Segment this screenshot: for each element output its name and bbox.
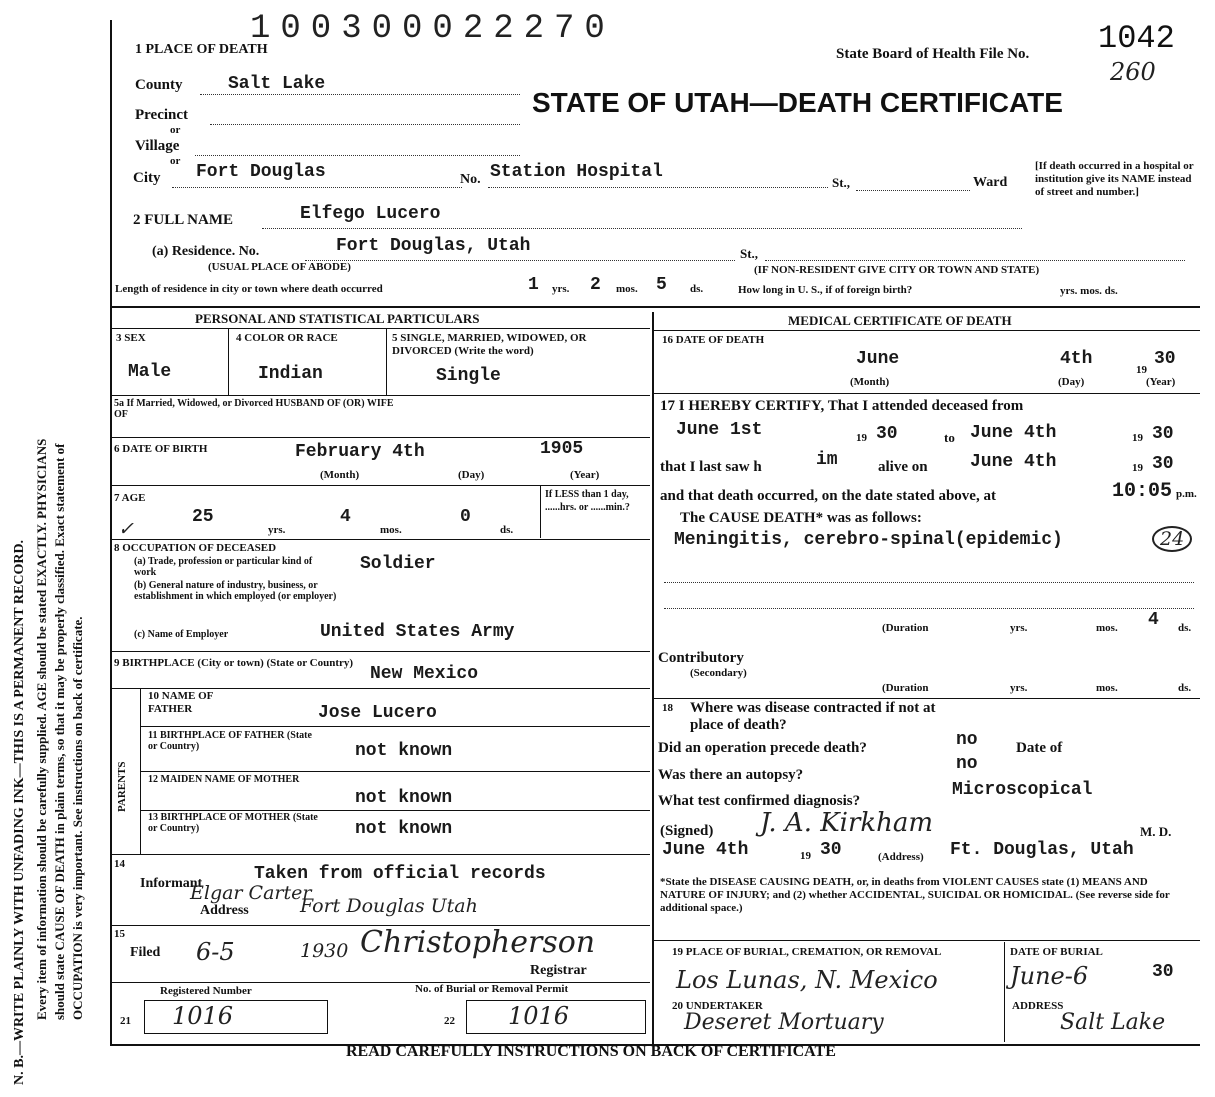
village-label: Village bbox=[135, 138, 180, 154]
birthplace-value: New Mexico bbox=[370, 664, 479, 684]
informant-typed: Taken from official records bbox=[254, 864, 546, 884]
city-label: City bbox=[133, 170, 161, 186]
certificate-title: STATE OF UTAH—DEATH CERTIFICATE bbox=[532, 87, 1063, 118]
death-year: 30 bbox=[1154, 349, 1176, 369]
center-divider bbox=[652, 312, 654, 1045]
filed-date: 6-5 bbox=[196, 938, 235, 966]
attended-from: June 1st bbox=[676, 420, 763, 440]
age-days: 0 bbox=[460, 507, 471, 527]
county-value: Salt Lake bbox=[228, 74, 326, 94]
precinct-label: Precinct bbox=[135, 107, 189, 123]
employer-value: United States Army bbox=[320, 622, 515, 642]
file-number: 1042 bbox=[1098, 20, 1175, 57]
filed-year: 1930 bbox=[300, 940, 349, 962]
registrar-signature: Christopherson bbox=[360, 925, 596, 960]
father-birthplace-value: not known bbox=[355, 741, 453, 761]
age-months: 4 bbox=[340, 507, 351, 527]
last-seen-date: June 4th bbox=[970, 452, 1057, 472]
file-number-2: 260 bbox=[1110, 58, 1156, 86]
father-value: Jose Lucero bbox=[318, 703, 437, 723]
cause-footnote: *State the DISEASE CAUSING DEATH, or, in deaths from VIOLENT CAUSES state (1) MEANS AND NATURE OF INJURY; and (2) whether ACCIDENTAL, SUICIDAL OR HOMICIDAL. (See reverse side for additional space.) bbox=[660, 876, 1170, 914]
burial-permit-number: 1016 bbox=[508, 1002, 570, 1030]
county-label: County bbox=[135, 77, 183, 93]
serial-number: 100300022270 bbox=[250, 10, 615, 48]
file-number-label: State Board of Health File No. bbox=[836, 46, 1030, 62]
registered-number: 1016 bbox=[172, 1002, 234, 1030]
death-time: 10:05 bbox=[1112, 480, 1173, 503]
undertaker-address: Salt Lake bbox=[1060, 1010, 1166, 1035]
cause-of-death: Meningitis, cerebro-spinal(epidemic) bbox=[674, 530, 1063, 550]
autopsy-value: no bbox=[956, 754, 978, 774]
sex-value: Male bbox=[128, 362, 172, 382]
death-day: 4th bbox=[1060, 349, 1093, 369]
side-note-3: should state CAUSE OF DEATH in plain terms, so that it may be properly classified. Exact statement of bbox=[52, 443, 67, 1020]
duration-days: 4 bbox=[1148, 610, 1159, 630]
footer-instructions: READ CAREFULLY INSTRUCTIONS ON BACK OF CERTIFICATE bbox=[346, 1043, 836, 1060]
attended-to: June 4th bbox=[970, 423, 1057, 443]
medical-header: MEDICAL CERTIFICATE OF DEATH bbox=[788, 313, 1012, 328]
cause-code: 24 bbox=[1152, 526, 1192, 552]
residence-value: Fort Douglas, Utah bbox=[336, 236, 531, 256]
hospital-note: [If death occurred in a hospital or institution give its NAME instead of street and number.] bbox=[1035, 160, 1194, 198]
section-divider bbox=[110, 306, 1200, 308]
side-note-4: OCCUPATION is very important. See instructions on back of certificate. bbox=[70, 616, 85, 1020]
race-value: Indian bbox=[258, 364, 323, 384]
signed-date: June 4th bbox=[662, 840, 749, 860]
certify-text: 17 I HEREBY CERTIFY, That I attended deceased from bbox=[660, 398, 1024, 414]
death-certificate-page: N. B.—WRITE PLAINLY WITH UNFADING INK—THIS IS A PERMANENT RECORD. Every item of information should be carefully supplied. AGE should be stated EXACTLY. PHYSICIANS should state CAUSE OF DEATH in plain terms, so that it may be properly classified. Exact statement of OCCUPATION is very important. See instructions on back of certificate. 100300022270 1 PLACE OF DEATH State Board of Health File No. 1042 260 STATE OF UTAH—DEATH CERTIFICATE County Salt Lake Precinct or Village or City Fort Douglas No. Station Hospital St., Ward [If death occurred in a hospital or institution give its NAME instead of street and number.] 2 FULL NAME Elfego Lucero (a) Residence. No. Fort Douglas, Utah St., (USUAL PLACE OF ABODE) (IF NON-RESIDENT GIVE CITY OR TOWN AND STATE) Length of residence in city or town where death occurred 1 yrs. 2 mos. 5 ds. How long in U. S., if of foreign birth? yrs. mos. ds. PERSONAL AND STATISTICAL PARTICULARS 3 SEX 4 COLOR OR RACE 5 SINGLE, MARRIED, WIDOWED, OR DIVORCED (Write the word) Male Indian Single 5a If Married, Widowed, or Divorced HUSBAND OF (OR) WIFE OF 6 DATE OF BIRTH February 4th 1905 (Month) (Day) (Year) 7 AGE 25 yrs. 4 mos. 0 ds. ✓ If LESS than 1 day, ......hrs. or ......min.? 8 OCCUPATION OF DECEASED (a) Trade, profession or particular kind of work Soldier (b) General nature of industry, business, or establishment in which employed (or employer) (c) Name of Employer United States Army 9 BIRTHPLACE (City or town) (State or Country) New Mexico PARENTS 10 NAME OF FATHER Jose Lucero 11 BIRTHPLACE OF FATHER (State or Country) not known 12 MAIDEN NAME OF MOTHER not known 13 BIRTHPLACE OF MOTHER (State or Country) not known 14 Informant Taken from official records Elgar Carter Address Fort Douglas Utah 15 Filed 6-5 1930 Christopherson Registrar Registered Number No. of Burial or Removal Permit 21 1016 22 1016 MEDICAL CERTIFICATE OF DEATH 16 DATE OF DEATH June 4th 19 30 (Month) (Day) (Year) 17 I HEREBY CERTIFY, That I attended deceased from June 1st 19 30 to June 4th 19 30 that I last saw h im alive on June 4th 19 30 and that death occurred, on the date stated above, at 10:05 p.m. The CAUSE DEATH* was as follows: Meningitis, cerebro-spinal(epidemic) 24 (Duration yrs. mos. 4 ds. Contributory (Secondary) (Duration yrs. mos. ds. 18 Where was disease contracted if not at place of death? Did an operation precede death? no Date of Was there an autopsy? no What test confirmed diagnosis? Microscopical (Signed) J. A. Kirkham M. D. June 4th 19 30 (Address) Ft. Douglas, Utah *State the DISEASE CAUSING DEATH, or, in deaths from VIOLENT CAUSES state (1) MEANS AND NATURE OF INJURY; and (2) whether ACCIDENTAL, SUICIDAL OR HOMICIDAL. (See reverse side for additional space.) 19 PLACE OF BURIAL, CREMATION, OR REMOVAL DATE OF BURIAL Los Lunas, N. Mexico June-6 30 20 UNDERTAKER ADDRESS Deseret Mortuary Salt Lake READ CAREFULLY INSTRUCTIONS ON BACK OF CERTIFICATE bbox=[0, 0, 1215, 1097]
informant-signature: Elgar Carter bbox=[190, 882, 312, 904]
side-note-1: N. B.—WRITE PLAINLY WITH UNFADING INK—THIS IS A PERMANENT RECORD. bbox=[12, 539, 27, 1085]
marital-value: Single bbox=[436, 366, 501, 386]
full-name-label: 2 FULL NAME bbox=[133, 212, 234, 228]
burial-place: Los Lunas, N. Mexico bbox=[676, 966, 938, 994]
physician-signature: J. A. Kirkham bbox=[760, 808, 934, 838]
city-value: Fort Douglas bbox=[196, 162, 326, 182]
test-value: Microscopical bbox=[952, 780, 1093, 800]
personal-header: PERSONAL AND STATISTICAL PARTICULARS bbox=[195, 311, 480, 326]
dob-value: February 4th bbox=[295, 442, 425, 462]
informant-address: Fort Douglas Utah bbox=[300, 895, 478, 917]
undertaker-name: Deseret Mortuary bbox=[684, 1010, 884, 1035]
full-name-value: Elfego Lucero bbox=[300, 204, 441, 224]
burial-year: 30 bbox=[1152, 962, 1174, 982]
left-border bbox=[110, 20, 112, 1045]
physician-address: Ft. Douglas, Utah bbox=[950, 840, 1134, 860]
age-years: 25 bbox=[192, 507, 214, 527]
hospital-value: Station Hospital bbox=[490, 162, 663, 182]
death-month: June bbox=[856, 349, 900, 369]
burial-date: June-6 bbox=[1010, 962, 1089, 990]
place-of-death-label: 1 PLACE OF DEATH bbox=[135, 42, 268, 57]
parents-label: PARENTS bbox=[116, 761, 128, 812]
dob-year: 1905 bbox=[540, 439, 584, 459]
mother-birthplace-value: not known bbox=[355, 819, 453, 839]
side-note-2: Every item of information should be carefully supplied. AGE should be stated EXACTLY. PHYSICIANS bbox=[34, 438, 49, 1020]
operation-value: no bbox=[956, 730, 978, 750]
mother-value: not known bbox=[355, 788, 453, 808]
occupation-value: Soldier bbox=[360, 554, 436, 574]
